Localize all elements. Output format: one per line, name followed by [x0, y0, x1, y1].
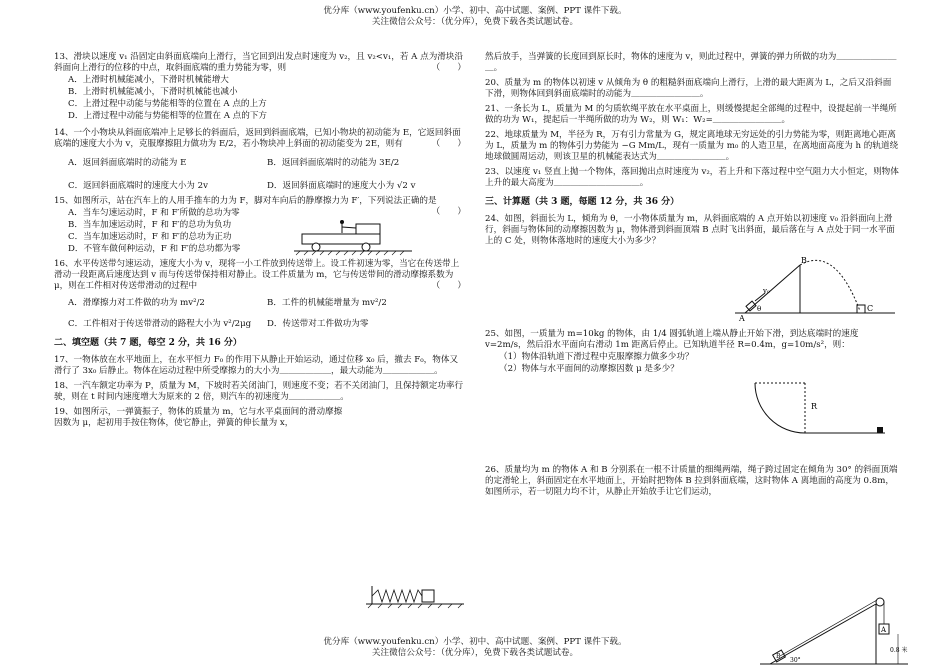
- q19-stem: 19、如图所示，一弹簧振子，物体的质量为 m，它与水平桌面间的滑动摩擦因数为 μ，起初用手按住物体，使它静止，弹簧的伸长量为 x，: [54, 406, 343, 428]
- question-15: [54, 196, 466, 255]
- q13-option-d: D．上滑过程中动能与势能相等的位置在 A 点的下方: [68, 111, 268, 121]
- label-theta: θ: [757, 304, 762, 313]
- q14-option-b: B．返回斜面底端时的动能为 3E/2: [267, 158, 400, 168]
- q15-paren: （ ）: [431, 207, 466, 217]
- q16-option-d: D．传送带对工件做功为零: [267, 319, 369, 329]
- q13-paren: （ ）: [431, 63, 466, 73]
- question-18: 18、一汽车额定功率为 P，质量为 M，下坡时若关闭油门，则速度不变；若不关闭油门，且保持额定功率行驶，则在 t 时间内速度增大为原来的 2 倍，则汽车的初速度为＿＿＿＿＿＿。: [54, 380, 464, 402]
- q25-stem: 25、如图，一质量为 m=10kg 的物体，由 1/4 圆弧轨道上端从静止开始下滑，到达底端时的速度 v=2m/s，然后沿水平面向右滑动 1m 距离后停止。已知轨道半径 R=0.4m，g=10m/s²，则：: [485, 328, 859, 350]
- q16-stem: 16、水平传送带匀速运动，速度大小为 v，现将一小工件放到传送带上。设工件初速为零，当它在传送带上滑动一段距离后速度达到 v 而与传送带保持相对静止。设工件质量为 m，它与传送带间的滑动摩擦系数为 μ，则在工件相对传送带滑动的过程中: [54, 259, 460, 291]
- spring-figure: [366, 582, 466, 610]
- left-column: [54, 52, 466, 433]
- q14-option-d: D．返回斜面底端时的速度大小为 √2 v: [267, 181, 416, 191]
- label-c: C: [867, 303, 874, 313]
- q14-option-c: C．返回斜面底端时的速度大小为 2v: [68, 181, 208, 191]
- q16-paren: （ ）: [431, 281, 466, 291]
- q13-option-b: B．上滑时机械能减小，下滑时机械能也减小: [68, 87, 238, 97]
- footer-line-1: 优分库（www.youfenku.cn）小学、初中、高中试题、案例、PPT 课件下载。: [323, 637, 627, 647]
- car-figure: [294, 220, 414, 256]
- question-26: 26、质量均为 m 的物体 A 和 B 分别系在一根不计质量的细绳两端，绳子跨过固定在倾角为 30° 的斜面顶端的定滑轮上，斜面固定在水平地面上，开始时把物体 B 拉到斜面底端，这时物体 A 离地面的高度为 0.8m，如图所示，若一切阻力均不计，从静止开始放手让它们运动，: [485, 464, 898, 497]
- question-21: 21、一条长为 L，质量为 M 的匀质软绳平放在水平桌面上，则缓慢提起全部绳的过程中，设提起前一半绳所做的功为 W₁，提起后一半绳所做的功为 W₂，则 W₁：W₂=＿＿＿＿＿＿＿＿。: [485, 104, 897, 125]
- q25-sub-2: （2）物体与水平面间的动摩擦因数 μ 是多少？: [499, 363, 679, 374]
- section-2-title: 二、填空题（共 7 题，每空 2 分，共 16 分）: [54, 338, 242, 348]
- footer-line-2: 关注微信公众号：（优分库），免费下载各类试题试卷。: [371, 648, 579, 658]
- header-line-1: 优分库（www.youfenku.cn）小学、初中、高中试题、案例、PPT 课件下载。: [323, 6, 627, 16]
- page-header: [0, 6, 950, 28]
- question-19: [54, 407, 466, 429]
- question-17: 17、一物体放在水平地面上，在水平恒力 F₀ 的作用下从静止开始运动，通过位移 x₀ 后，撤去 F₀，物体又滑行了 3x₀ 后静止。物体在运动过程中所受摩擦力的大小为＿＿＿＿＿＿，最大动能为＿＿＿＿＿＿。: [54, 354, 459, 376]
- q25-sub-1: （1）物体沿轨道下滑过程中克服摩擦力做多少功？: [499, 351, 694, 362]
- incline-projectile-figure: [485, 251, 899, 323]
- question-20: 20、质量为 m 的物体以初速 v 从倾角为 θ 的粗糙斜面底端向上滑行，上滑的最大距离为 L，之后又沿斜面下滑，则物体回到斜面底端时的动能为＿＿＿＿＿＿＿＿。: [485, 78, 892, 99]
- label-a: A: [739, 313, 745, 323]
- q13-stem: 13、滑块以速度 v₁ 沿固定由斜面底端向上滑行，当它回到出发点时速度为 v₂，且 v₂<v₁，若 A 点为滑块沿斜面向上滑行的位移的中点，取斜面底端的重力势能为零，则: [54, 52, 464, 73]
- question-23: 23、以速度 v₁ 竖直上抛一个物体，落回抛出点时速度为 v₂，若上升和下落过程中空气阻力大小恒定，则物体上升的最大高度为＿＿＿＿＿＿＿＿＿＿。: [485, 167, 899, 188]
- label-angle-26: 30°: [790, 657, 801, 664]
- q15-option-c: C．当车加速运动时，F 和 F′的总功为正功: [68, 232, 232, 242]
- arc-track-figure: [485, 379, 899, 455]
- label-b: B: [801, 255, 807, 265]
- q15-option-d: D．不管车做何种运动，F 和 F′的总功都为零: [68, 244, 241, 254]
- question-14: [54, 128, 466, 192]
- q15-stem: 15、如图所示，站在汽车上的人用手推车的力为 F，脚对车向后的静摩擦力为 F′，下列说法正确的是: [54, 196, 437, 206]
- q16-option-b: B．工件的机械能增量为 mv²/2: [267, 298, 387, 308]
- label-a-26: A: [881, 626, 887, 634]
- question-24: 24、如图，斜面长为 L，倾角为 θ，一小物体质量为 m，从斜面底端的 A 点开始以初速度 v₀ 沿斜面向上滑行，斜面与物体间的动摩擦因数为 μ，物体滑到斜面顶端 B 点时飞出斜面，最后落在与 A 点处于同一水平面上的 C 处，则物体落地时的速度大小为多少？: [485, 213, 895, 246]
- q14-option-a: A．返回斜面底端时的动能为 E: [68, 158, 187, 168]
- question-13: [54, 52, 466, 122]
- q14-paren: （ ）: [431, 139, 466, 149]
- q16-option-a: A．滑摩擦力对工件做的功为 mv²/2: [68, 298, 205, 308]
- q15-option-b: B．当车加速运动时，F 和 F′的总功为负功: [68, 220, 232, 230]
- question-19-continued: 然后放手，当弹簧的长度回到原长时，物体的速度为 v，则此过程中，弹簧的弹力所做的功为＿＿＿＿＿＿＿＿。: [485, 52, 897, 73]
- q13-option-c: C．上滑过程中动能与势能相等的位置在 A 点的上方: [68, 99, 267, 109]
- q16-option-c: C．工件相对于传送带滑动的路程大小为 v²/2μg: [68, 319, 252, 329]
- section-3-title: 三、计算题（共 3 题，每题 12 分，共 36 分）: [485, 197, 680, 207]
- page-footer: [0, 637, 950, 659]
- label-v0: v₀: [763, 286, 770, 295]
- right-column: [485, 52, 899, 502]
- label-height-26: 0.8 米: [890, 647, 908, 654]
- header-line-2: 关注微信公众号：（优分库），免费下载各类试题试卷。: [371, 17, 579, 27]
- q15-option-a: A．当车匀速运动时，F 和 F′所做的总功为零: [68, 208, 240, 218]
- q14-stem: 14、一个小物块从斜面底端冲上足够长的斜面后，返回到斜面底端，已知小物块的初动能为 E，它返回斜面底端的速度大小为 v，克服摩擦阻力做功为 E/2，若小物块冲上斜面的初动能变为 2E，则有: [54, 128, 461, 149]
- label-b-26: B: [776, 653, 781, 660]
- question-22: 22、地球质量为 M，半径为 R，万有引力常量为 G，规定离地球无穷远处的引力势能为零，则距离地心距离为 L，质量为 m 的物体引力势能为 −G Mm/L，现有一质量为 m₀ 的人造卫星，在离地面高度为 h 的轨道绕地球做圆周运动，则该卫星的机械能表达式为＿＿＿＿＿＿＿＿。: [485, 130, 899, 162]
- q13-option-a: A．上滑时机械能减小，下滑时机械能增大: [68, 75, 229, 85]
- label-r: R: [811, 401, 818, 411]
- question-16: [54, 259, 466, 330]
- question-25: [485, 329, 899, 375]
